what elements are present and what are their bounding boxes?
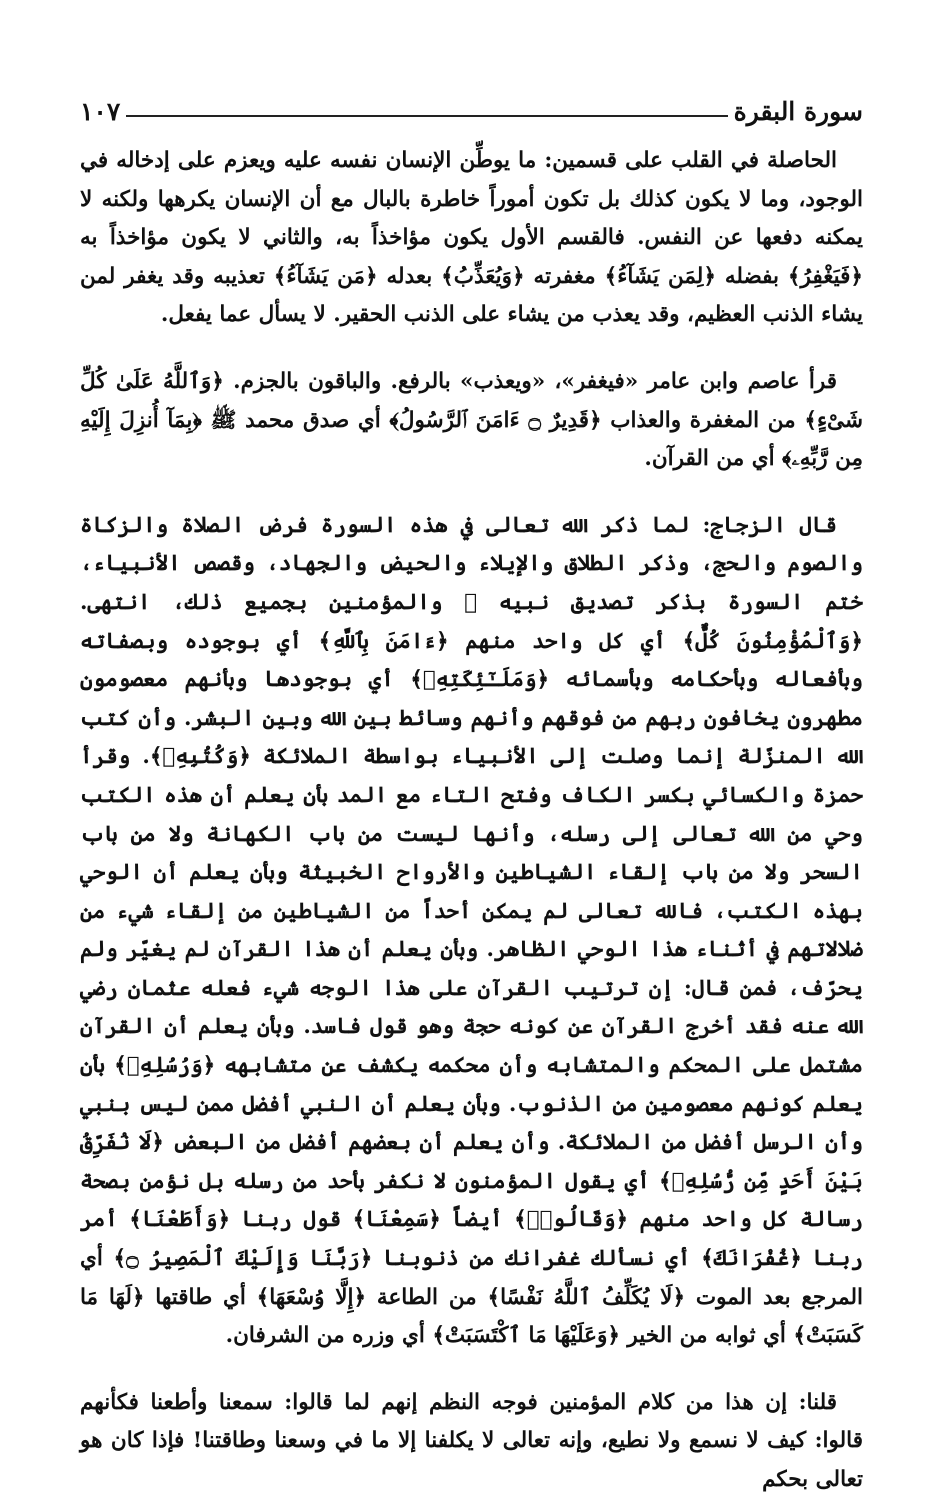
page-header <box>80 82 863 126</box>
surah-title: سورة البقرة <box>728 97 863 126</box>
paragraph-4: قلنا: إن هذا من كلام المؤمنين فوجه النظم إنهم لما قالوا: سمعنا وأطعنا فكأنهم قالوا: كيف لا نسمع ولا نطيع، وإنه تعالى لا يكلفنا إلا ما في وسعنا وطاقتنا! فإذا كان هو تعالى بحكم <box>80 1389 863 1492</box>
page-number: ١٠٧ <box>80 97 126 126</box>
paragraph-1: الحاصلة في القلب على قسمين: ما يوطِّن الإنسان نفسه عليه ويعزم على إدخاله في الوجود، وما لا يكون كذلك بل تكون أموراً خاطرة بالبال مع أن الإنسان يكرهها ولكنه لا يمكنه دفعها عن النفس. فالقسم الأول يكون مؤاخذاً به، والثاني لا يكون مؤاخذاً به ﴿فَيَغْفِرُ﴾ بفضله ﴿لِمَن يَشَآءُ﴾ مغفرته ﴿وَيُعَذِّبُ﴾ بعدله ﴿مَن يَشَآءُ﴾ تعذيبه وقد يغفر لمن يشاء الذنب العظيم، وقد يعذب من يشاء على الذنب الحقير. لا يسأل عما يفعل. <box>80 148 863 328</box>
paragraph-2: قرأ عاصم وابن عامر «فيغفر»، «ويعذب» بالرفع. والباقون بالجزم. ﴿وَٱللَّهُ عَلَىٰ كُلِّ شَىْءٍ﴾ من المغفرة والعذاب ﴿قَدِيرٌ ۝ ءَامَنَ ٱلرَّسُولُ﴾ أي صدق محمد ﷺ ﴿بِمَآ أُنزِلَ إِلَيْهِ مِن رَّبِّهِۦ﴾ أي من القرآن. <box>80 368 863 472</box>
header-rule <box>126 115 727 117</box>
page-body <box>80 142 863 1500</box>
paragraph-3: قال الزجاج: لما ذكر الله تعالى في هذه السورة فرض الصلاة والزكاة والصوم والحج، وذكر الطلاق والإيلاء والحيض والجهاد، وقصص الأنبياء، ختم السورة بذكر تصديق نبيه ﷺ والمؤمنين بجميع ذلك، انتهى. ﴿وَٱلْمُؤْمِنُونَ كُلٌّ﴾ أي كل واحد منهم ﴿ءَامَنَ بِٱللَّهِ﴾ أي بوجوده وبصفاته وبأفعاله وبأحكامه وبأسمائه ﴿وَمَلَـٰٓئِكَتِهِۦ﴾ أي بوجودها وبأنهم معصومون مطهرون يخافون ربهم من فوقهم وأنهم وسائط بين الله وبين البشر. وأن كتب الله المنزّلة إنما وصلت إلى الأنبياء بواسطة الملائكة ﴿وَكُتُبِهِۦ﴾. وقرأ حمزة والكسائي بكسر الكاف وفتح التاء مع المد بأن يعلم أن هذه الكتب وحي من الله تعالى إلى رسله، وأنها ليست من باب الكهانة ولا من باب السحر ولا من باب إلقاء الشياطين والأرواح الخبيثة وبأن يعلم أن الوحي بهذه الكتب، فالله تعالى لم يمكن أحداً من الشياطين من إلقاء شيء من ضلالاتهم في أثناء هذا الوحي الظاهر. وبأن يعلم أن هذا القرآن لم يغيّر ولم يحرّف، فمن قال: إن ترتيب القرآن على هذا الوجه شيء فعله عثمان رضي الله عنه فقد أخرج القرآن عن كونه حجة وهو قول فاسد. وبأن يعلم أن القرآن مشتمل على المحكم والمتشابه وأن محكمه يكشف عن متشابهه ﴿وَرُسُلِهِۦ﴾ بأن يعلم كونهم معصومين من الذنوب. وبأن يعلم أن النبي أفضل ممن ليس بنبي وأن الرسل أفضل من الملائكة. وأن يعلم أن بعضهم أفضل من البعض ﴿لَا نُفَرِّقُ بَيْنَ أَحَدٍ مِّن رُّسُلِهِۦ﴾ أي يقول المؤمنون لا نكفر بأحد من رسله بل نؤمن بصحة رسالة كل واحد منهم ﴿وَقَالُوا۟﴾ أيضاً ﴿سَمِعْنَا﴾ قول ربنا ﴿وَأَطَعْنَا﴾ أمر ربنا ﴿غُفْرَانَكَ﴾ أي نسألك غفرانك من ذنوبنا ﴿رَبَّنَا وَإِلَيْكَ ٱلْمَصِيرُ ۝﴾ أي المرجع بعد الموت ﴿لَا يُكَلِّفُ ٱللَّهُ نَفْسًا﴾ من الطاعة ﴿إِلَّا وُسْعَهَا﴾ أي طاقتها ﴿لَهَا مَا كَسَبَتْ﴾ أي ثوابه من الخير ﴿وَعَلَيْهَا مَا ٱكْتَسَبَتْ﴾ أي وزره من الشرفان. <box>80 512 863 1349</box>
